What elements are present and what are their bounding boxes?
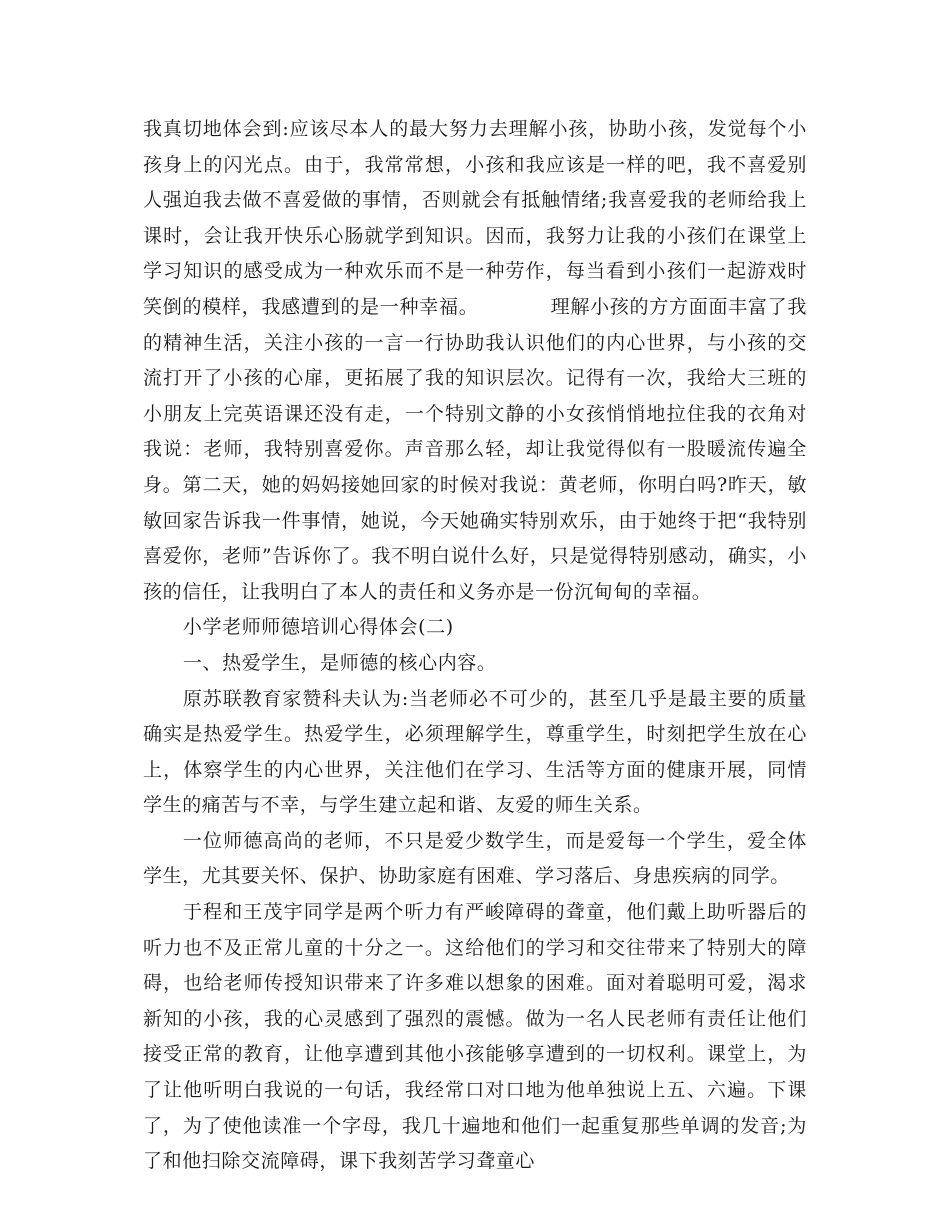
paragraph-deaf-students: 于程和王茂宇同学是两个听力有严峻障碍的聋童，他们戴上助听器后的听力也不及正常儿童的十分之一。这给他们的学习和交往带来了特别大的障碍，也给老师传授知识带来了许多难以想象的困难。面对着聪明可爱，渴求新知的小孩，我的心灵感到了强烈的震憾。做为一名人民老师有责任让他们接受正常的教育，让他享遭到其他小孩能够享遭到的一切权利。课堂上，为了让他听明白我说的一句话，我经常口对口地为他单独说上五、六遍。下课了，为了使他读准一个字母，我几十遍地和他们一起重复那些单调的发音;为了和他扫除交流障碍，课下我刻苦学习聋童心 xyxy=(143,901,807,1173)
paragraph-1 xyxy=(143,112,807,610)
section-title: 小学老师师德培训心得体会(二) xyxy=(182,616,454,639)
document-page xyxy=(143,112,807,1180)
paragraph-1-part-a: 我真切地体会到:应该尽本人的最大努力去理解小孩，协助小孩，发觉每个小孩身上的闪光点。由于，我常常想，小孩和我应该是一样的吧，我不喜爱别人强迫我去做不喜爱做的事情，否则就会有抵触情绪;我喜爱我的老师给我上课时，会让我开快乐心肠就学到知识。因而，我努力让我的小孩们在课堂上学习知识的感受成为一种欢乐而不是一种劳作，每当看到小孩们一起游戏时笑倒的模样，我感遭到的是一种幸福。 xyxy=(143,118,807,318)
paragraph-1-part-b: 理解小孩的方方面面丰富了我的精神生活，关注小孩的一言一行协助我认识他们的内心世界，与小孩的交流打开了小孩的心扉，更拓展了我的知识层次。记得有一次，我给大三班的小朋友上完英语课还没有走，一个特别文静的小女孩悄悄地拉住我的衣角对我说：老师，我特别喜爱你。声音那么轻，却让我觉得似有一股暖流传遍全身。第二天，她的妈妈接她回家的时候对我说：黄老师，你明白吗?昨天，敏敏回家告诉我一件事情，她说，今天她确实特别欢乐，由于她终于把“我特别喜爱你，老师”告诉你了。我不明白说什么好，只是觉得特别感动，确实，小孩的信任，让我明白了本人的责任和义务亦是一份沉甸甸的幸福。 xyxy=(143,295,807,603)
section-heading-1: 一、热爱学生，是师德的核心内容。 xyxy=(182,651,497,674)
paragraph-zankov: 原苏联教育家赞科夫认为:当老师必不可少的，甚至几乎是最主要的质量确实是热爱学生。热爱学生，必须理解学生，尊重学生，时刻把学生放在心上，体察学生的内心世界，关注他们在学习、生活等方面的健康开展，同情学生的痛苦与不幸，与学生建立起和谐、友爱的师生关系。 xyxy=(143,687,807,817)
paragraph-love-all: 一位师德高尚的老师，不只是爱少数学生，而是爱每一个学生，爱全体学生，尤其要关怀、保护、协助家庭有困难、学习落后、身患疾病的同学。 xyxy=(143,829,807,888)
